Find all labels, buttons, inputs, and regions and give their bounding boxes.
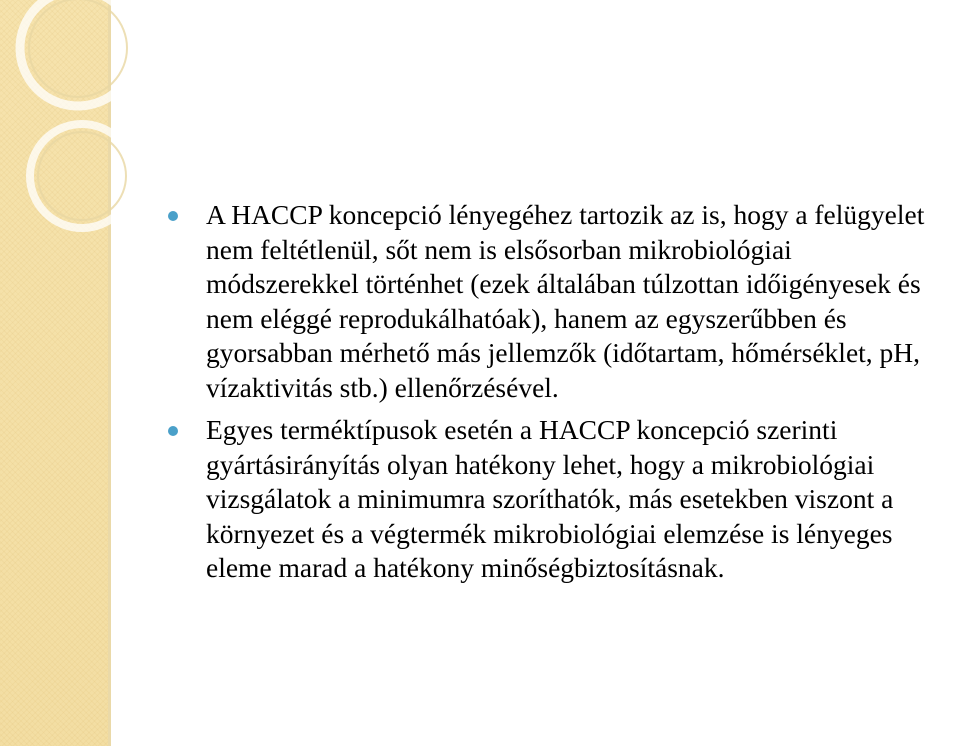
decorative-ring-large	[20, 0, 130, 106]
bullet-dot-icon	[168, 426, 178, 436]
bullet-item	[168, 413, 928, 586]
bullet-text: A HACCP koncepció lényegéhez tartozik az is, hogy a felügyelet nem feltétlenül, sőt nem is elsősorban mikrobiológiai módszerekkel történhet (ezek általában túlzottan időigényesek és nem eléggé reprodukálhatóak), hanem az egyszerűbben és gyorsabban mérhető más jellemzők (időtartam, hőmérséklet, pH, vízaktivitás stb.) ellenőrzésével.	[206, 199, 925, 403]
bullet-list	[168, 198, 928, 594]
bullet-text: Egyes terméktípusok esetén a HACCP koncepció szerinti gyártásirányítás olyan hatékony lehet, hogy a mikrobiológiai vizsgálatok a minimumra szoríthatók, más esetekben viszont a környezet és a végtermék mikrobiológiai elemzése is lényeges eleme marad a hatékony minőségbiztosításnak.	[206, 414, 894, 583]
bullet-dot-icon	[168, 211, 178, 221]
decorative-ring-small	[30, 124, 130, 228]
decorative-ring-small-inner	[38, 132, 126, 220]
bullet-item	[168, 198, 928, 405]
decorative-rings	[0, 0, 130, 260]
decorative-ring-large-inner	[29, 0, 127, 97]
